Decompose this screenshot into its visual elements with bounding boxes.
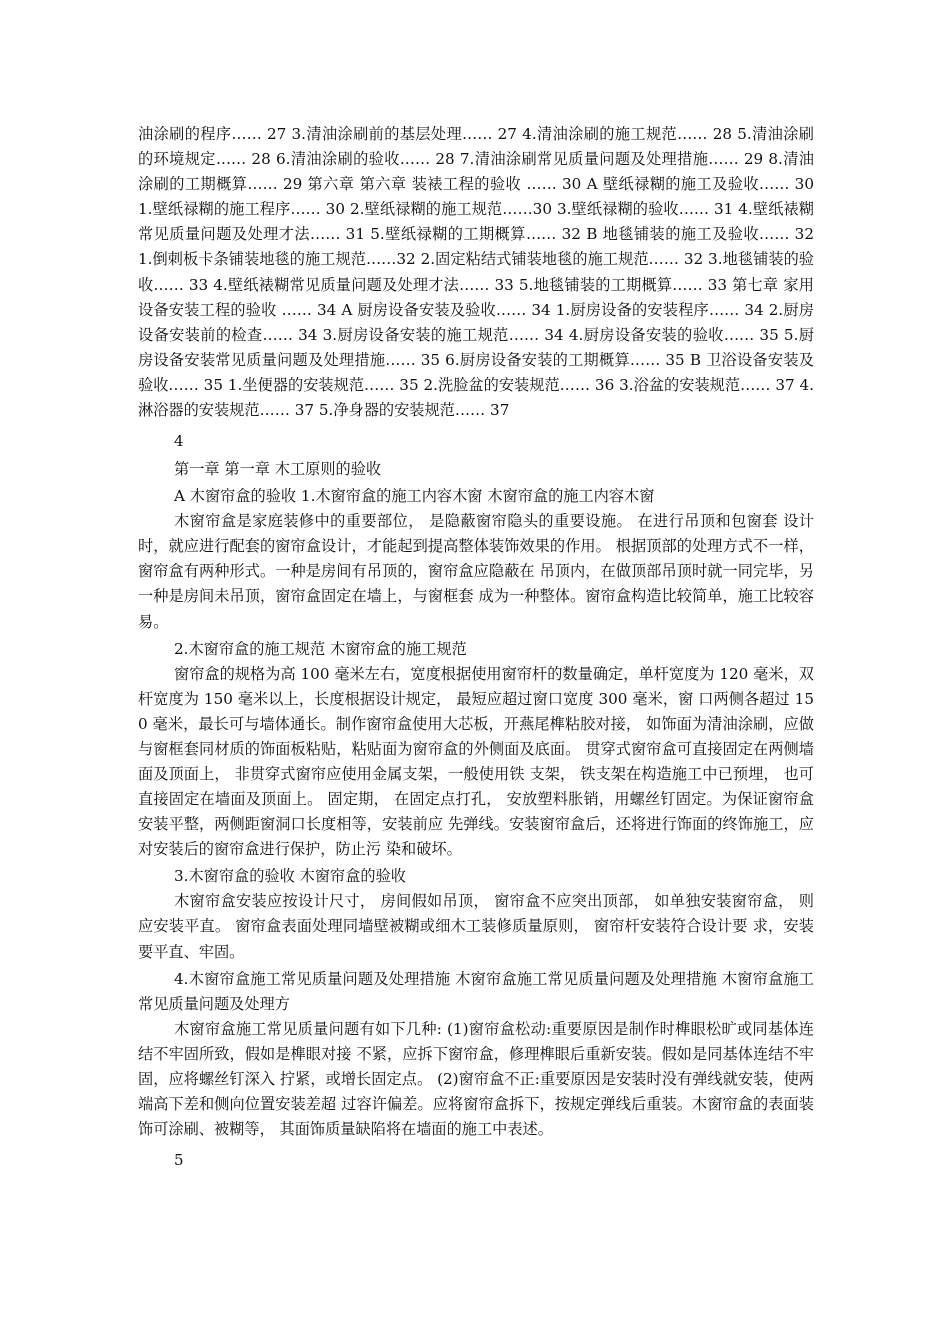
paragraph-intro: 木窗帘盒是家庭装修中的重要部位， 是隐蔽窗帘隐头的重要设施。 在进行吊顶和包窗套 设计时，就应进行配套的窗帘盒设计，才能起到提高整体装饰效果的作用。 根据顶部的处理方式不一样，窗帘盒有两种形式。一种是房间有吊顶的，窗帘盒应隐蔽在 吊顶内，在做顶部吊顶时就一同完毕，另一种是房间未吊顶，窗帘盒固定在墙上，与窗框套 成为一种整体。窗帘盒构造比较简单，施工比较容易。 [138, 512, 814, 631]
paragraph-acceptance: 木窗帘盒安装应按设计尺寸， 房间假如吊顶， 窗帘盒不应突出顶部， 如单独安装窗帘盒， 则应安装平直。 窗帘盒表面处理同墙壁被糊或细木工装修质量原则， 窗帘杆安装符合设计要 求，安装要平直、牢固。 [138, 892, 814, 961]
table-of-contents-text: 油涂刷的程序…… 27 3.清油涂刷前的基层处理…… 27 4.清油涂刷的施工规范…… 28 5.清油涂刷的环境规定…… 28 6.清油涂刷的验收…… 28 7.清油涂刷常见质量问题及处理措施…… 29 8.清油涂刷的工期概算…… 29 第六章 第六章 装裱工程的验收 …… 30 A 壁纸禄糊的施工及验收…… 30 1.壁纸禄糊的施工程序…… 30 2.壁纸禄糊的施工规范……30 3.壁纸禄糊的验收…… 31 4.壁纸裱糊常见质量问题及处理才法…… 31 5.壁纸禄糊的工期概算…… 32 B 地毯铺装的施工及验收…… 32 1.倒刺板卡条铺装地毯的施工规范……32 2.固定粘结式铺装地毯的施工规范…… 32 3.地毯铺装的验收…… 33 4.壁纸裱糊常见质量问题及处理才法…… 33 5.地毯铺装的工期概算…… 33 第七章 家用设备安装工程的验收 …… 34 A 厨房设备安装及验收…… 34 1.厨房设备的安装程序…… 34 2.厨房设备安装前的检查…… 34 3.厨房设备安装的施工规范…… 34 4.厨房设备安装的验收…… 35 5.厨房设备安装常见质量问题及处理措施…… 35 6.厨房设备安装的工期概算…… 35 B 卫浴设备安装及验收…… 35 1.坐便器的安装规范…… 35 2.洗脸盆的安装规范…… 36 3.浴盆的安装规范…… 37 4.淋浴器的安装规范…… 37 5.净身器的安装规范…… 37 [138, 125, 814, 420]
page-number: 5 [174, 1151, 184, 1170]
document-page [138, 122, 814, 1172]
paragraph-quality-issues: 木窗帘盒施工常见质量问题有如下几种: (1)窗帘盒松动:重要原因是制作时榫眼松旷或同基体连结不牢固所致，假如是榫眼对接 不紧，应拆下窗帘盒，修理榫眼后重新安装。假如是同基体连结不牢固，应将螺丝钉深入 拧紧，或增长固定点。 (2)窗帘盒不正:重要原因是安装时没有弹线就安装，使两端高下差和侧向位置安装差超 过容许偏差。应将窗帘盒拆下，按规定弹线后重装。木窗帘盒的表面装饰可涂刷、被糊等， 其面饰质量缺陷将在墙面的施工中表述。 [138, 1019, 814, 1138]
chapter-title: 第一章 第一章 木工原则的验收 [174, 460, 382, 479]
page-number: 4 [174, 432, 184, 451]
section-heading-3: 3.木窗帘盒的验收 木窗帘盒的验收 [174, 867, 406, 886]
section-heading-2: 2.木窗帘盒的施工规范 木窗帘盒的施工规范 [174, 639, 467, 658]
section-heading-4: 4.木窗帘盒施工常见质量问题及处理措施 木窗帘盒施工常见质量问题及处理措施 木窗帘盒施工常见质量问题及处理方 [138, 969, 814, 1013]
paragraph-spec: 窗帘盒的规格为高 100 毫米左右，宽度根据使用窗帘杆的数量确定，单杆宽度为 120 毫米，双杆宽度为 150 毫米以上，长度根据设计规定， 最短应超过窗口宽度 300 毫米，窗 口两侧各超过 150 毫米，最长可与墙体通长。制作窗帘盒使用大芯板，开燕尾榫粘胶对接， 如饰面为清油涂刷，应做与窗框套同材质的饰面板粘贴，粘贴面为窗帘盒的外侧面及底面。 贯穿式窗帘盒可直接固定在两侧墙面及顶面上， 非贯穿式窗帘应使用金属支架，一般使用铁 支架， 铁支架在构造施工中已预埋， 也可直接固定在墙面及顶面上。 固定期， 在固定点打孔， 安放塑料胀销，用螺丝钉固定。为保证窗帘盒安装平整，两侧距窗洞口长度相等，安装前应 先弹线。安装窗帘盒后，还将进行饰面的终饰施工，应对安装后的窗帘盒进行保护，防止污 染和破坏。 [138, 664, 814, 859]
section-heading-a: A 木窗帘盒的验收 1.木窗帘盒的施工内容木窗 木窗帘盒的施工内容木窗 [174, 487, 655, 506]
